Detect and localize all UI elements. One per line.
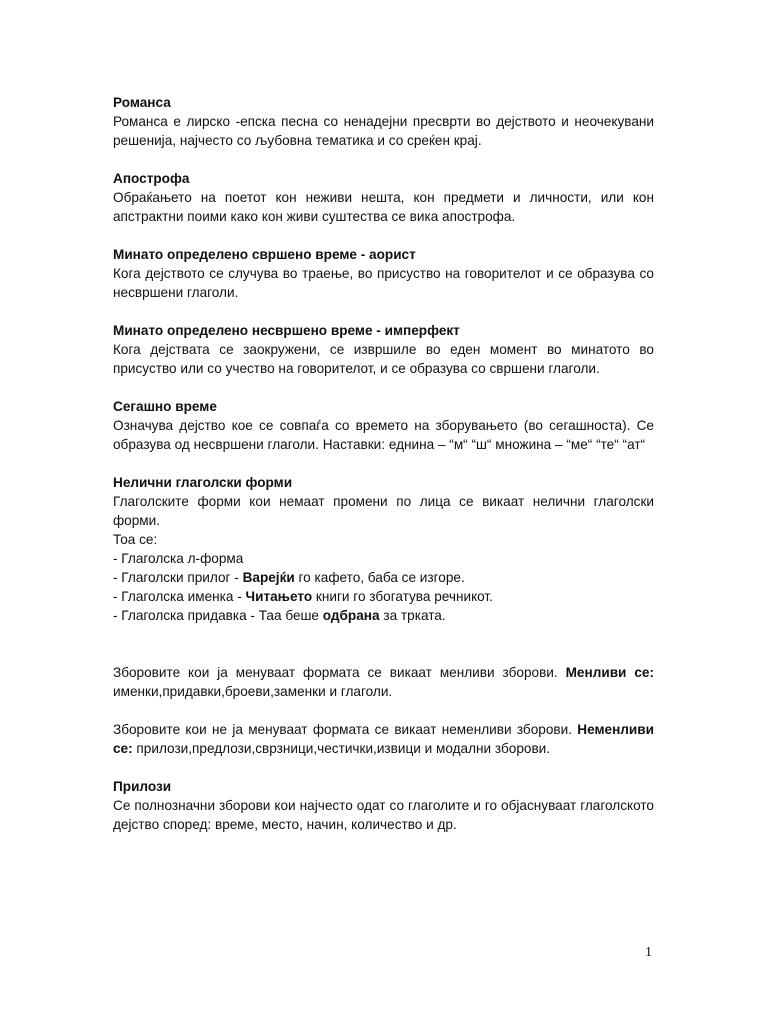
section-body: Се полнозначни зборови кои најчесто одат со глаголите и го објаснуваат глаголското дејство според: време, место, начин, количество и др. (113, 798, 654, 832)
section-apostrophe (113, 169, 654, 226)
section-aorist (113, 245, 654, 302)
section-body: Глаголските форми кои немаат промени по лица се викаат нелични глаголски форми. (113, 494, 654, 528)
section-body: Зборовите кои не ја менуваат формата се викаат неменливи зборови. Неменливи се: прилози,предлози,сврзници,честички,извици и модални зборови. (113, 722, 654, 756)
list-item: - Глаголски прилог - Варејќи го кафето, баба се изгоре. (113, 570, 465, 585)
section-body: Романса е лирско -епска песна со ненадејни пресврти во дејството и неочекувани решенија, најчесто со љубовна тематика и со среќен крај. (113, 114, 654, 148)
section-invariable-words (113, 720, 654, 758)
list-item: - Глаголска придавка - Таа беше одбрана за трката. (113, 608, 446, 623)
section-heading: Романса (113, 95, 171, 110)
section-heading: Минато определено несвршено време - имперфект (113, 323, 460, 338)
section-body: Обраќањето на поетот кон неживи нешта, кон предмети и личности, или кон апстрактни поими како кон живи суштества се вика апострофа. (113, 190, 654, 224)
section-nonfinite-forms (113, 473, 654, 625)
section-present-tense (113, 397, 654, 454)
section-adverbs (113, 777, 654, 834)
list-item: - Глаголска л-форма (113, 551, 244, 566)
section-heading: Нелични глаголски форми (113, 475, 293, 490)
section-body: Кога дејството се случува во траење, во присуство на говорителот и се образува со несвршени глаголи. (113, 266, 654, 300)
list-intro: Тоа се: (113, 532, 158, 547)
section-imperfect (113, 321, 654, 378)
page-number: 1 (645, 945, 652, 960)
section-heading: Прилози (113, 779, 172, 794)
section-body: Кога дејствата се заокружени, се извршиле во еден момент во минатото во присуство или со учество на говорителот, и се образува со свршени глаголи. (113, 342, 654, 376)
section-body: Означува дејство кое се совпаѓа со времето на зборувањето (во сегашноста). Се образува од несвршени глаголи. Наставки: еднина – “м“ “ш“ множина – “ме“ “те“ “ат“ (113, 418, 654, 452)
section-heading: Апострофа (113, 171, 190, 186)
document-page (113, 93, 654, 853)
section-heading: Сегашно време (113, 399, 217, 414)
section-body: Зборовите кои ја менуваат формата се викаат менливи зборови. Менливи се: именки,придавки,броеви,заменки и глаголи. (113, 665, 654, 699)
section-variable-words (113, 663, 654, 701)
list-item: - Глаголска именка - Читањето книги го збогатува речникот. (113, 589, 493, 604)
section-romance (113, 93, 654, 150)
section-heading: Минато определено свршено време - аорист (113, 247, 416, 262)
